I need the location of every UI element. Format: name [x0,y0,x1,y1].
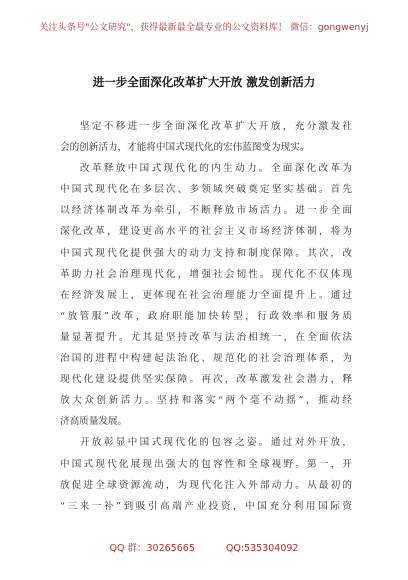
text-line: 以经济体制改革为牵引，不断释放市场活力。进一步全面 [60,205,352,217]
text-line: 中国式现代化提供强大的动力支持和制度保障。其次，改 [60,247,352,259]
text-line: 济高质量发展。 [60,416,128,428]
text-line: 量显著提升。尤其是坚持改革与法治相统一，在全面依法 [60,331,352,343]
text-line: 在经济发展上，更体现在社会治理能力全面提升上。通过 [60,289,352,301]
text-line: 开放彰显中国式现代化的包容之姿。通过对外开放， [80,437,352,449]
text-line: 改革释放中国式现代化的内生动力。全面深化改革为 [80,163,352,175]
document-title: 进一步全面深化改革扩大开放 激发创新活力 [92,75,316,89]
footer-qq: QQ:535304092 [225,543,299,554]
text-line: “三来一补”到吸引高端产业投资，中国充分利用国际资 [60,500,352,512]
text-line: 中国式现代化在多层次、多领域突破奠定坚实基础。首先 [60,184,352,196]
text-line: “放管服”改革，政府职能加快转型，行政效率和服务质 [60,310,352,322]
text-line: 会的创新活力，才能将中国式现代化的宏伟蓝图变为现实。 [60,142,310,154]
text-line: 放大众创新活力。坚持和落实“两个毫不动摇”，推动经 [60,395,352,407]
text-line: 现代化建设提供坚实保障。再次，改革激发社会潜力，释 [60,374,352,386]
text-line: 中国式现代化展现出强大的包容性和全球视野。第一，开 [60,458,352,470]
text-line: 革助力社会治理现代化，增强社会韧性。现代化不仅体现 [60,268,352,280]
text-line: 放促进全球资源流动，为现代化注入外部动力。从最初的 [60,479,352,491]
footer-contacts [0,540,408,554]
text-line: 深化改革，建设更高水平的社会主义市场经济体制，将为 [60,226,352,238]
document-body [60,116,352,517]
footer-qq-group: QQ 群：30265665 [109,543,195,554]
header-banner: 关注头条号"公文研究"，获得最新最全最专业的公文资料库！ 微信：gongwenyj [39,23,369,33]
text-line: 坚定不移进一步全面深化改革扩大开放，充分激发社 [80,121,352,132]
text-line: 治国的进程中构建起法治化、规范化的社会治理体系，为 [60,353,352,365]
